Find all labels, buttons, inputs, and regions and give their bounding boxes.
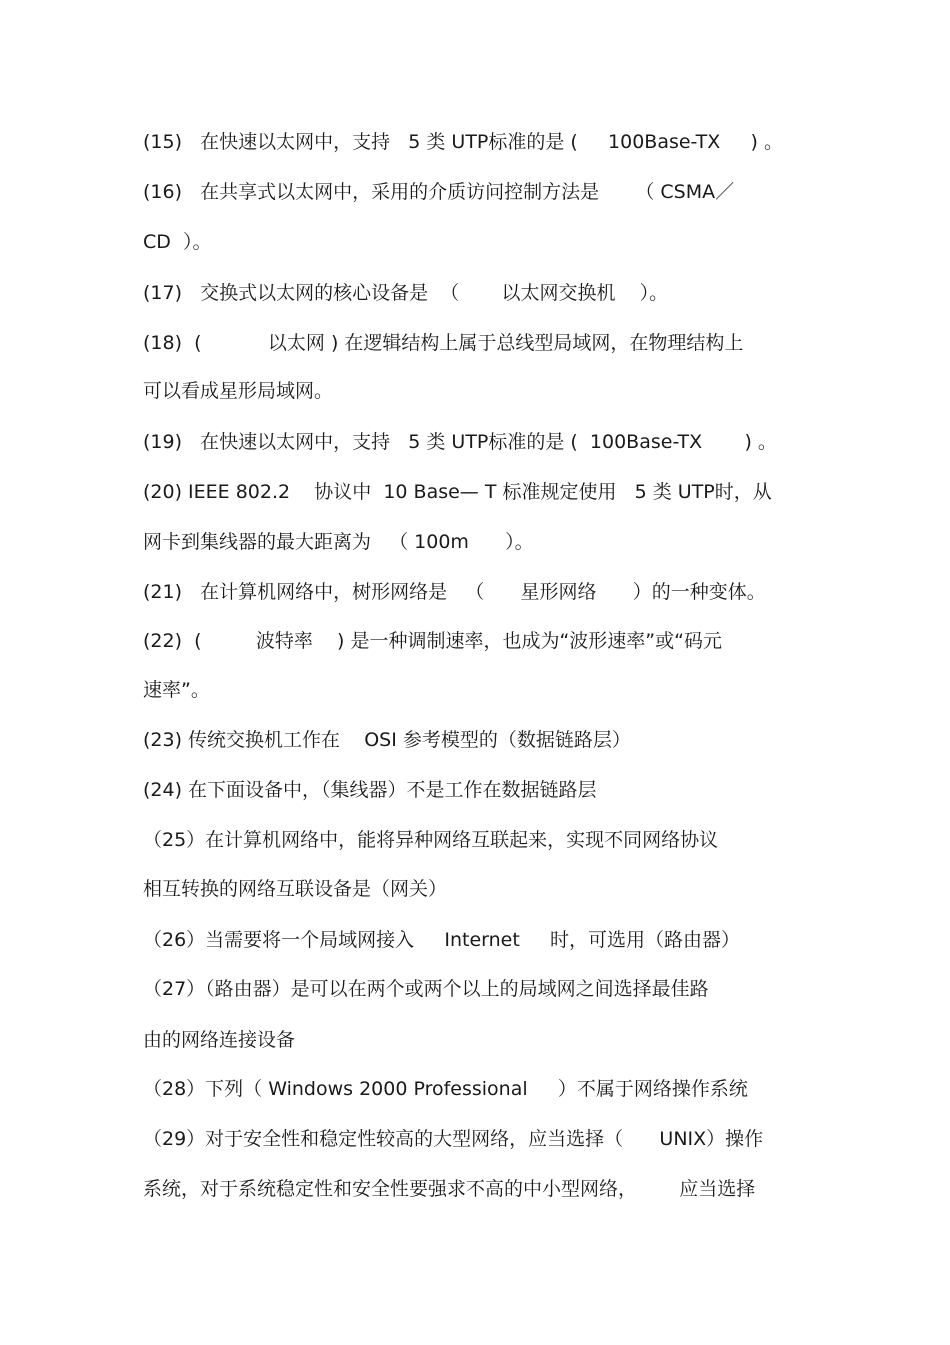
text-line-q18-cont: 可以看成星形局域网。 [143, 380, 334, 402]
text-line-q19: (19) 在快速以太网中，支持 5 类 UTP标准的是 ( 100Base-TX ) 。 [143, 431, 777, 453]
text-line-q17: (17) 交换式以太网的核心设备是 （ 以太网交换机 ）。 [143, 282, 669, 304]
text-line-q28: （28）下列（ Windows 2000 Professional ）不属于网络操作系统 [143, 1078, 748, 1100]
text-line-q25: （25）在计算机网络中，能将异种网络互联起来，实现不同网络协议 [143, 829, 719, 851]
text-line-q23: (23) 传统交换机工作在 OSI 参考模型的（数据链路层） [143, 729, 631, 751]
text-line-q20: (20) IEEE 802.2 协议中 10 Base— T 标准规定使用 5 类 UTP时，从 [143, 481, 772, 503]
text-line-q27: （27）（路由器）是可以在两个或两个以上的局域网之间选择最佳路 [143, 978, 709, 1000]
text-line-q29-cont: 系统，对于系统稳定性和安全性要强求不高的中小型网络， 应当选择 [143, 1178, 756, 1200]
text-line-q27-cont: 由的网络连接设备 [143, 1029, 296, 1051]
text-line-q25-cont: 相互转换的网络互联设备是（网关） [143, 878, 448, 900]
text-line-q24: (24) 在下面设备中，（集线器）不是工作在数据链路层 [143, 779, 597, 801]
text-line-q16-cont: CD ）。 [143, 231, 212, 253]
text-line-q18: (18) ( 以太网 ) 在逻辑结构上属于总线型局域网，在物理结构上 [143, 332, 744, 354]
text-line-q22: (22) ( 波特率 ) 是一种调制速率，也成为“波形速率”或“码元 [143, 630, 722, 652]
text-line-q21: (21) 在计算机网络中，树形网络是 （ 星形网络 ）的一种变体。 [143, 581, 766, 603]
text-line-q29: （29）对于安全性和稳定性较高的大型网络，应当选择（ UNIX）操作 [143, 1128, 764, 1150]
text-line-q16: (16) 在共享式以太网中，采用的介质访问控制方法是 （ CSMA／ [143, 181, 735, 203]
text-line-q22-cont: 速率”。 [143, 679, 210, 701]
text-line-q15: (15) 在快速以太网中，支持 5 类 UTP标准的是 ( 100Base-TX ) 。 [143, 131, 783, 153]
text-line-q26: （26）当需要将一个局域网接入 Internet 时，可选用（路由器） [143, 929, 741, 951]
text-line-q20-cont: 网卡到集线器的最大距离为 （ 100m ）。 [143, 531, 534, 553]
